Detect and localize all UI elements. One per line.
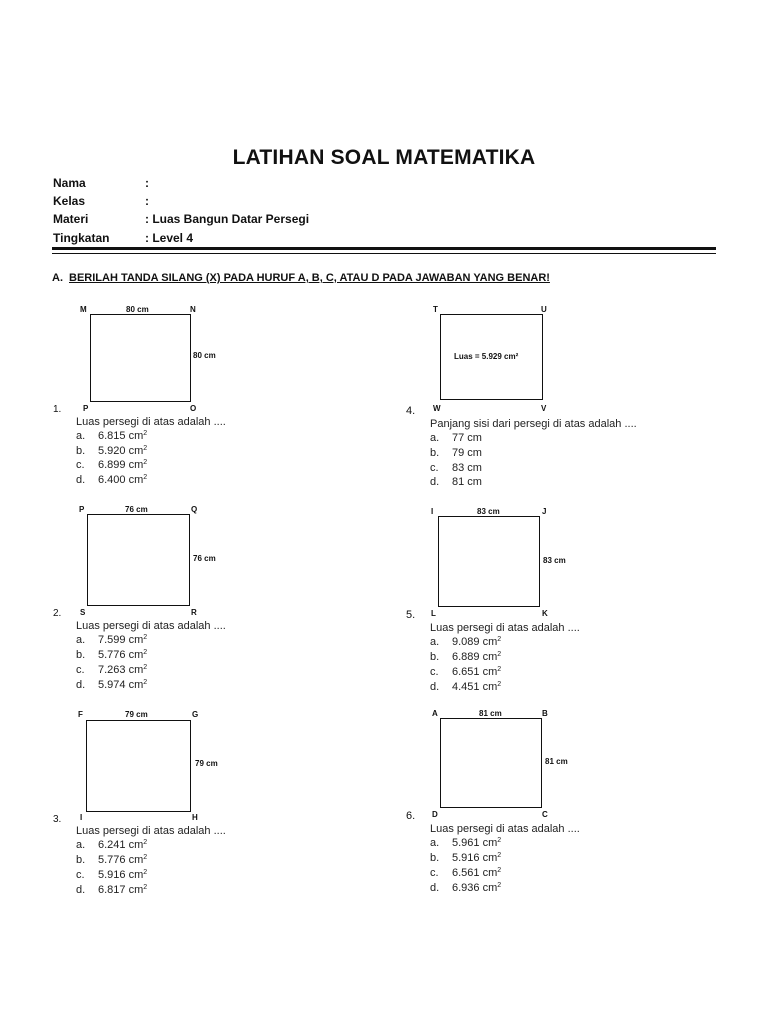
- answer-option-c[interactable]: c. 6.651 $cm^2$: [430, 666, 502, 678]
- corner-label: C: [542, 810, 548, 819]
- corner-label: I: [431, 507, 434, 516]
- square-figure-6: [440, 718, 542, 808]
- info-value-tingkatan: : Level 4: [145, 231, 194, 245]
- info-label-kelas: Kelas: [53, 194, 86, 208]
- answer-option-d[interactable]: d. 6.817 $cm^2$: [76, 884, 148, 896]
- top-side-label: 80 cm: [126, 305, 149, 314]
- question-text: Panjang sisi dari persegi di atas adalah ....: [430, 418, 637, 430]
- answer-option-b[interactable]: b. 5.776 $cm^2$: [76, 854, 148, 866]
- info-value-nama: :: [145, 176, 149, 190]
- corner-label: T: [433, 305, 438, 314]
- question-number: 1.: [53, 404, 62, 415]
- right-side-label: 81 cm: [545, 757, 568, 766]
- answer-option-d[interactable]: d. 6.400 $cm^2$: [76, 474, 148, 486]
- answer-option-b[interactable]: b. 5.916 $cm^2$: [430, 852, 502, 864]
- area-label: Luas = 5.929 cm²: [454, 352, 519, 361]
- answer-option-d[interactable]: d. 6.936 $cm^2$: [430, 882, 502, 894]
- corner-label: D: [432, 810, 438, 819]
- page-title: LATIHAN SOAL MATEMATIKA: [232, 146, 536, 169]
- answer-option-c[interactable]: c. 7.263 $cm^2$: [76, 664, 148, 676]
- corner-label: I: [80, 813, 83, 822]
- question-text: Luas persegi di atas adalah ....: [76, 416, 226, 428]
- corner-label: S: [80, 608, 86, 617]
- corner-label: W: [433, 404, 441, 413]
- question-text: Luas persegi di atas adalah ....: [430, 622, 580, 634]
- answer-option-c[interactable]: c. 6.899 $cm^2$: [76, 459, 148, 471]
- answer-option-a[interactable]: a. 6.241 $cm^2$: [76, 839, 148, 851]
- section-instruction: [52, 272, 550, 284]
- corner-label: P: [83, 404, 89, 413]
- instruction-text: BERILAH TANDA SILANG (X) PADA HURUF A, B, C, ATAU D PADA JAWABAN YANG BENAR!: [69, 272, 550, 284]
- square-figure-2: [87, 514, 190, 606]
- answer-option-a[interactable]: a. 9.089 $cm^2$: [430, 636, 502, 648]
- info-label-materi: Materi: [53, 212, 89, 226]
- question-text: Luas persegi di atas adalah ....: [430, 823, 580, 835]
- answer-option-d[interactable]: d. 4.451 $cm^2$: [430, 681, 502, 693]
- corner-label: G: [192, 710, 199, 719]
- info-value-kelas: :: [145, 194, 149, 208]
- answer-option-b[interactable]: b. 5.920 $cm^2$: [76, 445, 148, 457]
- question-number: 6.: [406, 810, 416, 822]
- corner-label: V: [541, 404, 547, 413]
- question-text: Luas persegi di atas adalah ....: [76, 620, 226, 632]
- corner-label: A: [432, 709, 438, 718]
- corner-label: R: [191, 608, 197, 617]
- right-side-label: 80 cm: [193, 351, 216, 360]
- answer-option-a[interactable]: a. 77 cm: [430, 432, 482, 444]
- answer-option-b[interactable]: b. 6.889 $cm^2$: [430, 651, 502, 663]
- question-text: Luas persegi di atas adalah ....: [76, 825, 226, 837]
- square-figure-1: [90, 314, 191, 402]
- corner-label: N: [190, 305, 196, 314]
- answer-option-d[interactable]: d. 81 cm: [430, 476, 482, 488]
- question-number: 4.: [406, 405, 416, 417]
- question-number: 2.: [53, 608, 62, 619]
- right-side-label: 79 cm: [195, 759, 218, 768]
- answer-option-c[interactable]: c. 5.916 $cm^2$: [76, 869, 148, 881]
- corner-label: L: [431, 609, 436, 618]
- corner-label: J: [542, 507, 547, 516]
- question-number: 5.: [406, 609, 416, 621]
- info-value-materi: : Luas Bangun Datar Persegi: [145, 212, 310, 226]
- top-side-label: 76 cm: [125, 505, 148, 514]
- header-divider-thin: [52, 253, 716, 254]
- corner-label: P: [79, 505, 85, 514]
- top-side-label: 79 cm: [125, 710, 148, 719]
- section-marker: A.: [52, 272, 63, 284]
- answer-option-b[interactable]: b. 79 cm: [430, 447, 482, 459]
- corner-label: M: [80, 305, 87, 314]
- top-side-label: 81 cm: [479, 709, 502, 718]
- corner-label: F: [78, 710, 83, 719]
- corner-label: Q: [191, 505, 198, 514]
- answer-option-a[interactable]: a. 6.815 $cm^2$: [76, 430, 148, 442]
- answer-option-d[interactable]: d. 5.974 $cm^2$: [76, 679, 148, 691]
- info-label-nama: Nama: [53, 176, 86, 190]
- square-figure-3: [86, 720, 191, 812]
- right-side-label: 76 cm: [193, 554, 216, 563]
- question-number: 3.: [53, 814, 62, 825]
- square-figure-5: [438, 516, 540, 607]
- answer-option-a[interactable]: a. 5.961 $cm^2$: [430, 837, 502, 849]
- corner-label: K: [542, 609, 548, 618]
- right-side-label: 83 cm: [543, 556, 566, 565]
- answer-option-c[interactable]: c. 83 cm: [430, 462, 482, 474]
- answer-option-b[interactable]: b. 5.776 $cm^2$: [76, 649, 148, 661]
- header-divider: [52, 247, 716, 250]
- corner-label: H: [192, 813, 198, 822]
- info-label-tingkatan: Tingkatan: [53, 231, 110, 245]
- top-side-label: 83 cm: [477, 507, 500, 516]
- answer-option-a[interactable]: a. 7.599 $cm^2$: [76, 634, 148, 646]
- answer-option-c[interactable]: c. 6.561 $cm^2$: [430, 867, 502, 879]
- corner-label: B: [542, 709, 548, 718]
- corner-label: O: [190, 404, 197, 413]
- corner-label: U: [541, 305, 547, 314]
